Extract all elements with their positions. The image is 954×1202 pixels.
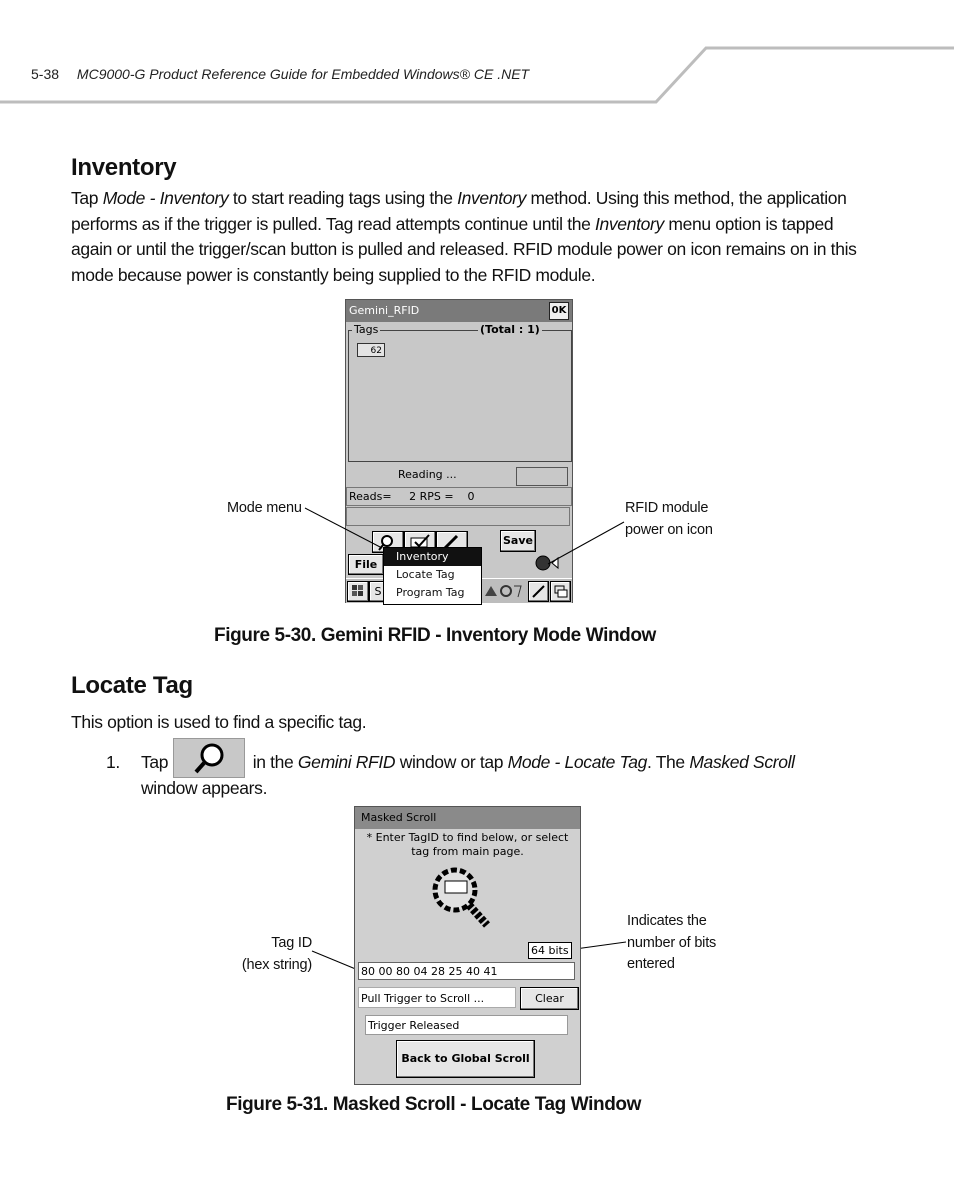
emphasis: Gemini RFID	[297, 752, 396, 772]
reading-status: Reading ...	[398, 468, 457, 481]
window-titlebar	[355, 807, 580, 829]
magnifier-icon	[174, 739, 244, 777]
emphasis: Masked Scroll	[689, 752, 795, 772]
text-run: to start reading tags using the	[228, 188, 458, 208]
callout-line: (hex string)	[241, 956, 312, 973]
step-number: 1.	[106, 752, 120, 772]
locate-button-image	[173, 738, 245, 778]
text-run: Tap	[141, 752, 169, 772]
instruction-line: tag from main page.	[411, 845, 524, 858]
reads-line: Reads= 2 RPS = 0	[346, 487, 572, 506]
callout-line: entered	[627, 956, 675, 972]
instruction-text	[355, 831, 580, 859]
ok-button[interactable]: 0K	[549, 302, 569, 320]
pull-trigger-label: Pull Trigger to Scroll ...	[358, 987, 516, 1008]
window-title: Gemini_RFID	[349, 304, 420, 317]
inventory-heading: Inventory	[71, 154, 177, 181]
window-title: Masked Scroll	[361, 811, 437, 824]
book-title: MC9000-G Product Reference Guide for Embedded Windows® CE .NET	[76, 66, 530, 82]
trigger-status: Trigger Released	[365, 1015, 568, 1035]
tag-id: 62	[370, 346, 382, 356]
total-label: (Total : 1)	[480, 323, 540, 336]
file-menu[interactable]: File	[348, 554, 384, 575]
instruction-line: * Enter TagID to find below, or select	[366, 831, 569, 844]
text-run: in the	[252, 752, 298, 772]
step-1	[106, 750, 866, 801]
menu-item-inventory[interactable]: Inventory	[384, 548, 481, 566]
back-to-global-scroll-button[interactable]: Back to Global Scroll	[396, 1040, 535, 1078]
page-number: 5-38	[31, 66, 60, 82]
locate-magnifier-icon	[425, 863, 500, 933]
save-button[interactable]: Save	[500, 530, 536, 552]
clear-button[interactable]: Clear	[520, 987, 579, 1010]
figure-31-caption: Figure 5-31. Masked Scroll - Locate Tag Window	[226, 1094, 641, 1115]
text-run: . The	[647, 752, 690, 772]
text-run: menu option is tapped again or until the trigger/scan button is pulled and released. RFID module power on icon remains on in this mode because power is constantly being supplied to the RFID module.	[71, 213, 857, 285]
callout-tag-id	[230, 933, 312, 976]
text-run: method. Using this method, the application performs as if the trigger is pulled. Tag read attempts continue until the	[71, 188, 847, 234]
callout-line: RFID module	[625, 500, 709, 516]
taskbar-app-label: S	[374, 585, 382, 598]
menu-item-program-tag[interactable]: Program Tag	[396, 586, 465, 599]
callout-line: power on icon	[625, 521, 713, 538]
menu-item-locate-tag[interactable]: Locate Tag	[396, 568, 455, 581]
emphasis: Inventory	[595, 213, 664, 234]
callout-line: number of bits	[627, 934, 717, 951]
callout-line: Indicates the	[627, 913, 707, 929]
text-run: window appears.	[141, 777, 268, 798]
figure-30-caption: Figure 5-30. Gemini RFID - Inventory Mode Window	[214, 625, 656, 646]
emphasis: Mode - Inventory	[102, 188, 229, 208]
tag-id-field[interactable]: 80 00 80 04 28 25 40 41	[358, 962, 575, 980]
emphasis: Inventory	[457, 188, 526, 208]
locate-tag-heading: Locate Tag	[71, 672, 193, 699]
emphasis: Mode - Locate Tag	[507, 752, 647, 772]
text-run: Tap	[71, 188, 103, 208]
callout-bits	[627, 911, 716, 976]
bits-count: 64 bits	[528, 942, 572, 959]
tags-label: Tags	[354, 323, 379, 336]
callout-line: Tag ID	[271, 935, 312, 951]
locate-intro: This option is used to find a specific tag.	[71, 712, 367, 732]
text-run: window or tap	[395, 752, 508, 772]
callout-mode-menu: Mode menu	[227, 500, 302, 516]
masked-scroll-window	[354, 806, 581, 1085]
